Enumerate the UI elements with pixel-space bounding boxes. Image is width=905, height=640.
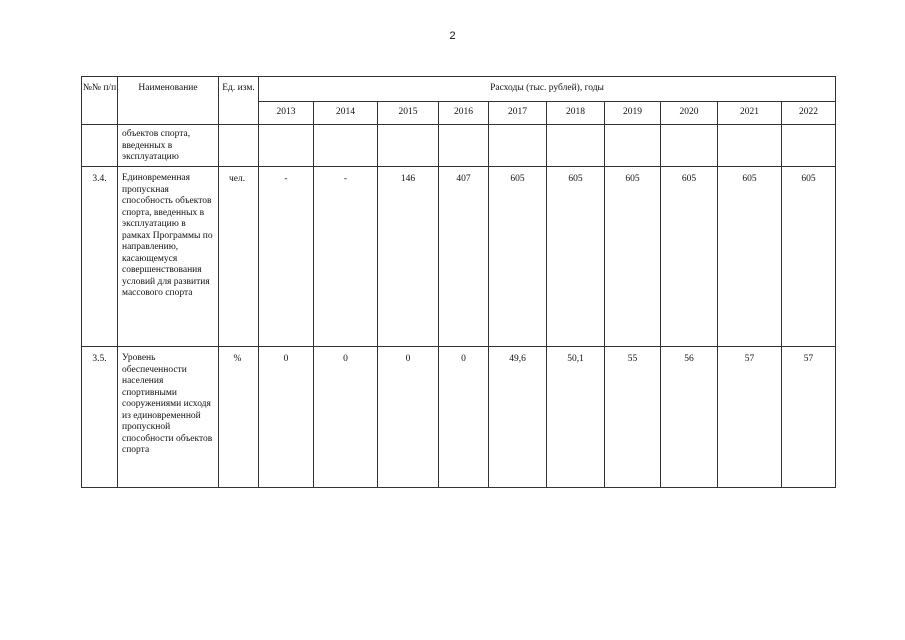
value-cell: 605: [661, 167, 718, 347]
page-number: 2: [449, 30, 456, 42]
value-cell: 605: [489, 167, 547, 347]
value-cell: [378, 125, 439, 167]
value-cell: 146: [378, 167, 439, 347]
row-number: [82, 125, 118, 167]
value-cell: 0: [378, 347, 439, 488]
row-unit: чел.: [219, 167, 259, 347]
value-cell: [605, 125, 661, 167]
value-cell: [259, 125, 314, 167]
row-number: 3.5.: [82, 347, 118, 488]
row-unit: %: [219, 347, 259, 488]
value-cell: [661, 125, 718, 167]
year-header: 2018: [547, 102, 605, 125]
header-number: №№ п/п: [82, 77, 118, 125]
row-name: Уровень обеспеченности населения спортивными сооружениями исходя из единовременной пропускной способности объектов спорта: [118, 347, 219, 488]
row-name: объектов спорта, введенных в эксплуатацию: [118, 125, 219, 167]
row-number: 3.4.: [82, 167, 118, 347]
value-cell: -: [259, 167, 314, 347]
header-expenses: Расходы (тыс. рублей), годы: [259, 77, 836, 102]
value-cell: [489, 125, 547, 167]
header-unit: Ед. изм.: [219, 77, 259, 125]
year-header: 2013: [259, 102, 314, 125]
value-cell: 57: [718, 347, 782, 488]
year-header: 2015: [378, 102, 439, 125]
value-cell: [782, 125, 836, 167]
value-cell: [547, 125, 605, 167]
value-cell: 0: [314, 347, 378, 488]
value-cell: 605: [547, 167, 605, 347]
value-cell: 0: [259, 347, 314, 488]
header-name: Наименование: [118, 77, 219, 125]
value-cell: 605: [782, 167, 836, 347]
year-header: 2017: [489, 102, 547, 125]
value-cell: 605: [605, 167, 661, 347]
value-cell: 605: [718, 167, 782, 347]
table-row: [82, 347, 836, 488]
year-header: 2019: [605, 102, 661, 125]
value-cell: 407: [439, 167, 489, 347]
value-cell: [314, 125, 378, 167]
value-cell: 50,1: [547, 347, 605, 488]
value-cell: 0: [439, 347, 489, 488]
value-cell: 49,6: [489, 347, 547, 488]
value-cell: [718, 125, 782, 167]
row-unit: [219, 125, 259, 167]
year-header: 2020: [661, 102, 718, 125]
table-row: [82, 125, 836, 167]
value-cell: 57: [782, 347, 836, 488]
value-cell: 55: [605, 347, 661, 488]
value-cell: 56: [661, 347, 718, 488]
value-cell: -: [314, 167, 378, 347]
row-name: Единовременная пропускная способность объектов спорта, введенных в эксплуатацию в рамках Программы по направлению, касающемуся совершенствования условий для развития массового спорта: [118, 167, 219, 347]
year-header: 2014: [314, 102, 378, 125]
year-header: 2021: [718, 102, 782, 125]
year-header: 2016: [439, 102, 489, 125]
indicators-table: [81, 76, 836, 488]
value-cell: [439, 125, 489, 167]
table-row: [82, 167, 836, 347]
year-header: 2022: [782, 102, 836, 125]
